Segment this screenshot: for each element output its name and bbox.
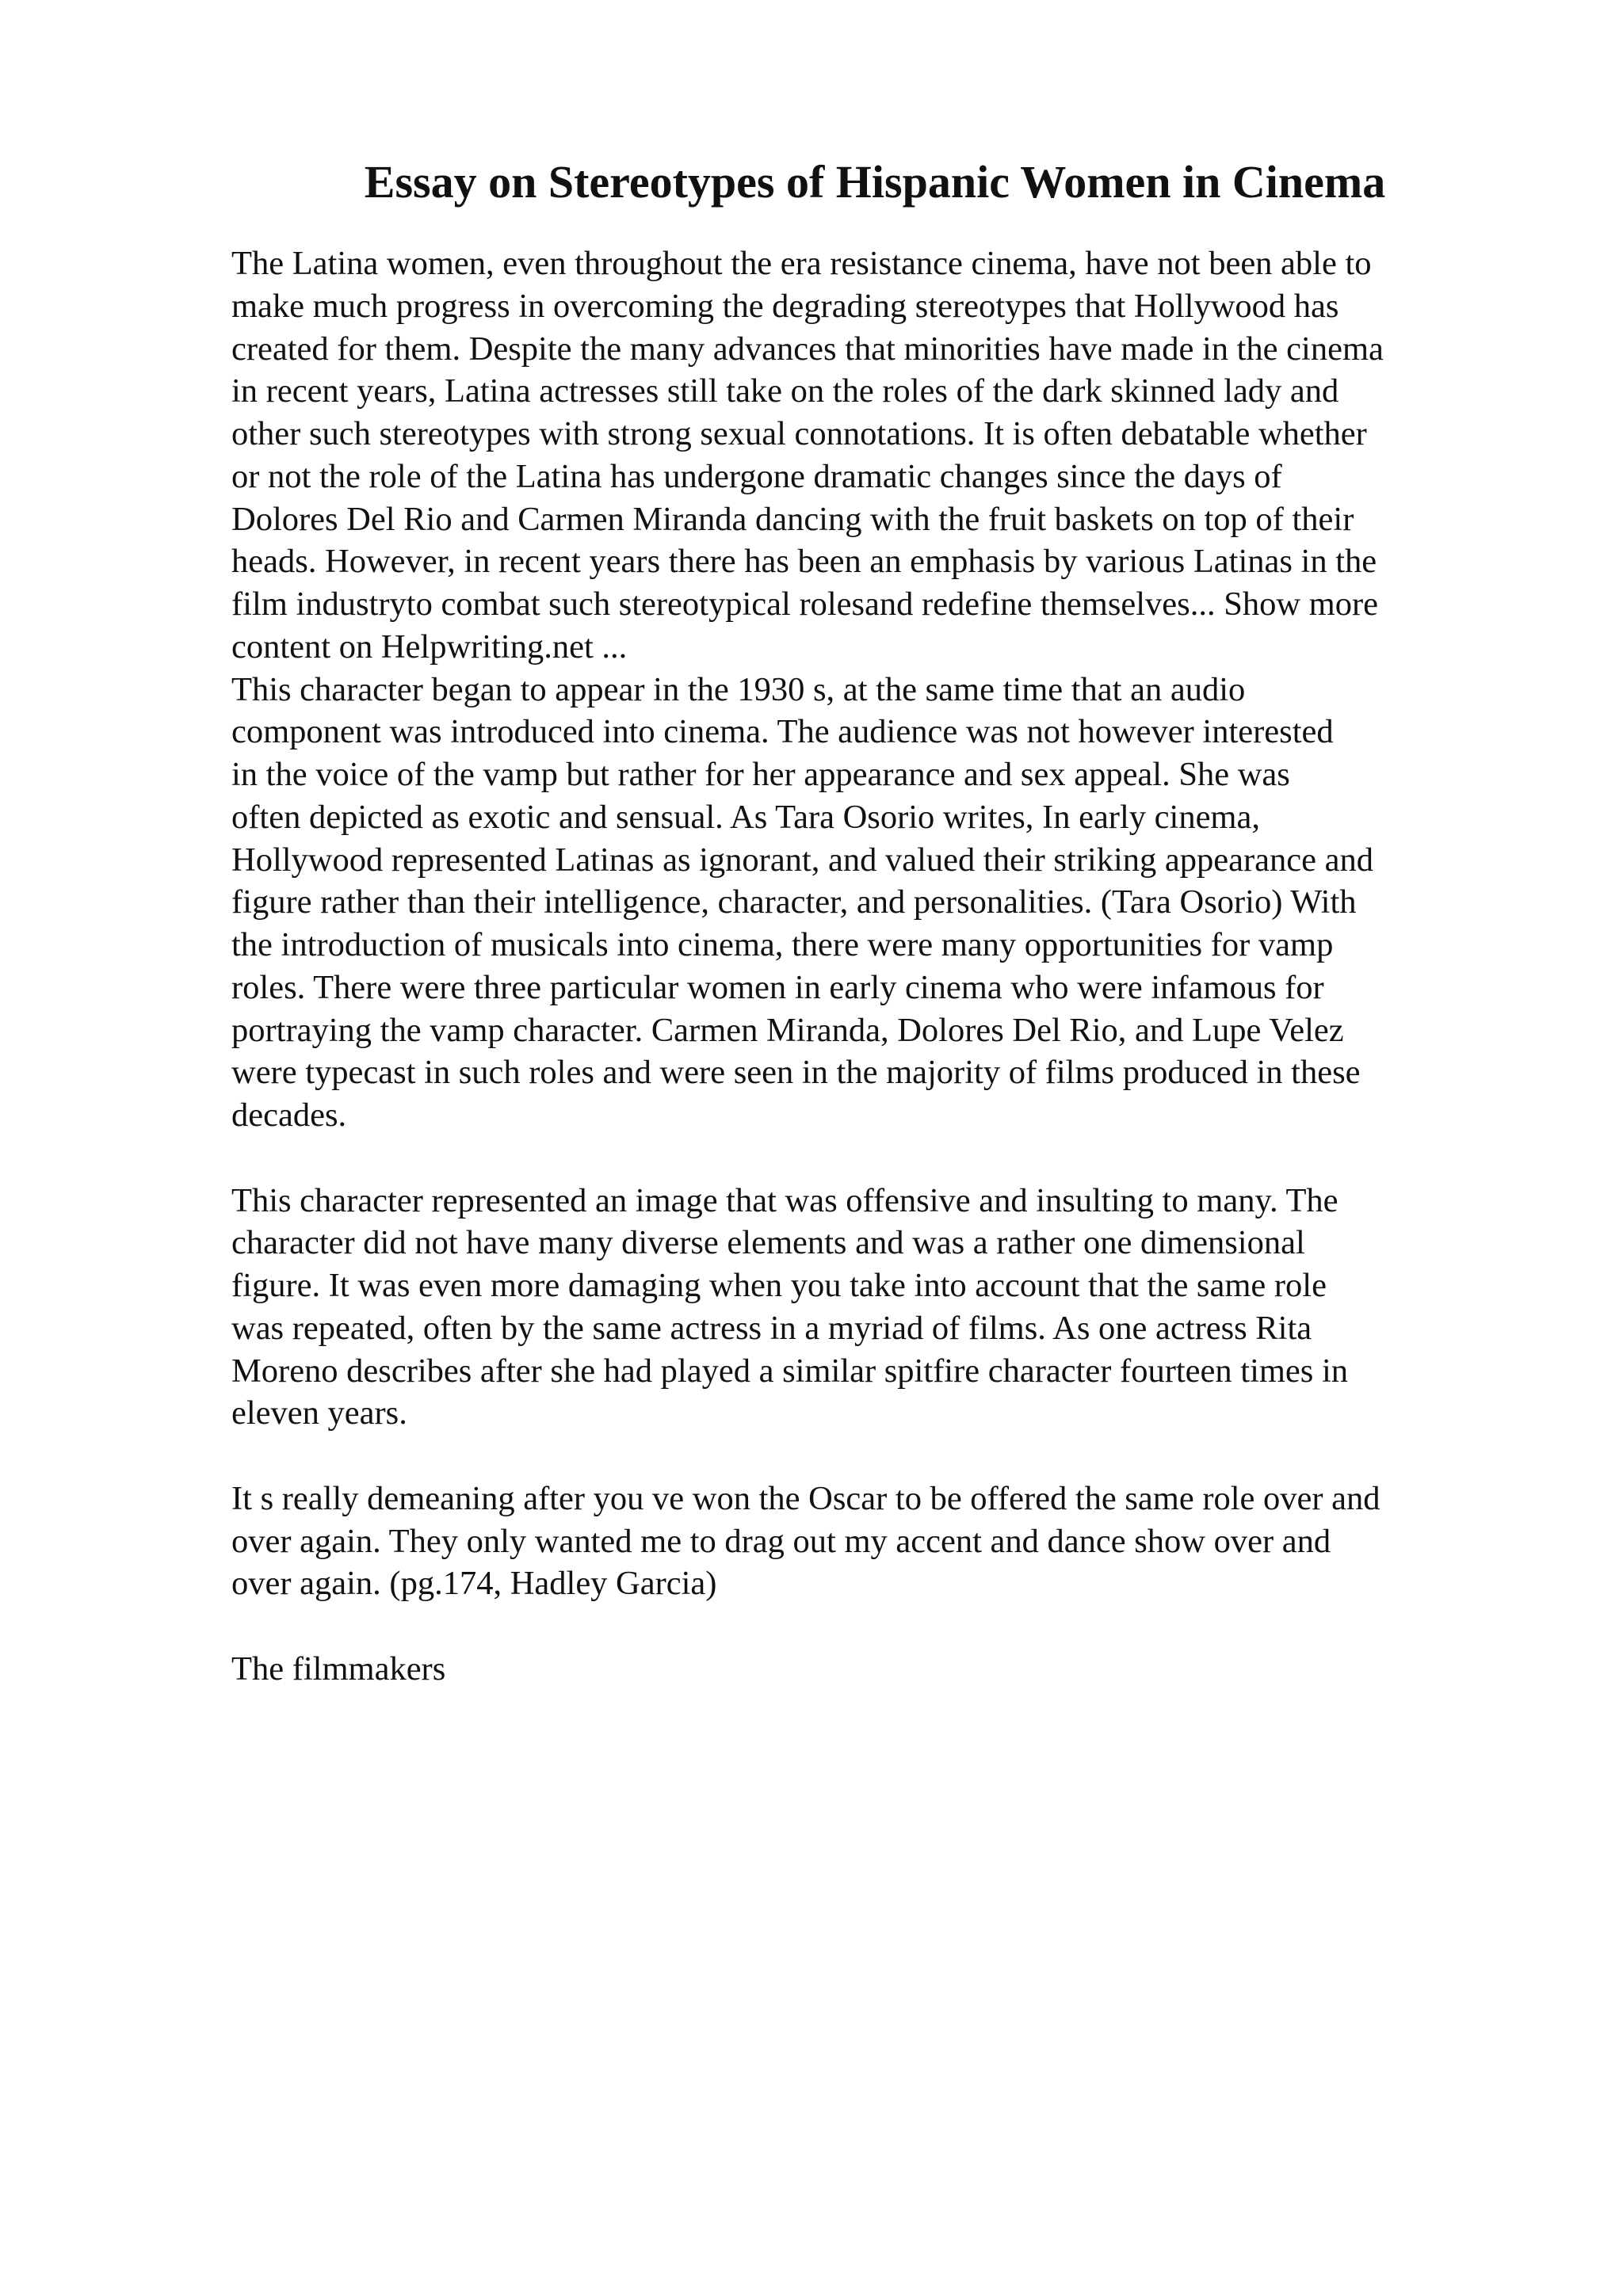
text-line: roles. There were three particular women in early cinema who were infamous for [231,968,1324,1006]
paragraph-3 [231,1180,1515,1436]
text-line: Hollywood represented Latinas as ignorant, and valued their striking appearance and [231,841,1373,879]
paragraph-spacer [231,1137,1515,1180]
text-line: often depicted as exotic and sensual. As Tara Osorio writes, In early cinema, [231,798,1260,836]
text-line: This character began to appear in the 1930 s, at the same time that an audio [231,670,1246,708]
paragraph-4 [231,1478,1515,1605]
page-title: Essay on Stereotypes of Hispanic Women in Cinema [364,156,1386,208]
text-line: character did not have many diverse elements and was a rather one dimensional [231,1224,1305,1262]
text-line: the introduction of musicals into cinema, there were many opportunities for vamp [231,926,1334,963]
text-line: eleven years. [231,1394,407,1432]
text-line: Moreno describes after she had played a similar spitfire character fourteen times in [231,1352,1349,1390]
text-line: other such stereotypes with strong sexual connotations. It is often debatable whether [231,415,1367,452]
text-line: component was introduced into cinema. The audience was not however interested [231,713,1334,751]
text-line: content on Helpwriting.net ... [231,627,628,666]
text-line: figure. It was even more damaging when you take into account that the same role [231,1267,1327,1304]
paragraph-5 [231,1648,1515,1691]
text-line: It s really demeaning after you ve won the Oscar to be offered the same role over and [231,1479,1381,1517]
text-line: in the voice of the vamp but rather for her appearance and sex appeal. She was [231,756,1290,793]
text-line: or not the role of the Latina has undergone dramatic changes since the days of [231,457,1282,495]
text-line: The Latina women, even throughout the era resistance cinema, have not been able to [231,245,1372,282]
text-line: was repeated, often by the same actress in a myriad of films. As one actress Rita [231,1309,1312,1347]
text-line: The filmmakers [231,1650,446,1688]
text-line: were typecast in such roles and were seen in the majority of films produced in these [231,1054,1361,1092]
text-line: decades. [231,1097,347,1134]
text-line: over again. (pg.174, Hadley Garcia) [231,1565,717,1603]
text-line: heads. However, in recent years there has been an emphasis by various Latinas in the [231,543,1377,581]
paragraph-spacer [231,1435,1515,1478]
essay-body [231,242,1515,1691]
paragraph-1 [231,242,1515,669]
text-line: over again. They only wanted me to drag out my accent and dance show over and [231,1522,1331,1560]
text-line: film industryto combat such stereotypical rolesand redefine themselves... Show more [231,585,1378,623]
text-line: Dolores Del Rio and Carmen Miranda dancing with the fruit baskets on top of their [231,500,1354,538]
text-line: make much progress in overcoming the degrading stereotypes that Hollywood has [231,287,1339,325]
paragraph-spacer [231,1605,1515,1648]
text-line: portraying the vamp character. Carmen Miranda, Dolores Del Rio, and Lupe Velez [231,1011,1344,1049]
text-line: created for them. Despite the many advances that minorities have made in the cinema [231,330,1384,368]
paragraph-2 [231,669,1515,1137]
text-line: figure rather than their intelligence, character, and personalities. (Tara Osorio) With [231,883,1357,921]
text-line: This character represented an image that was offensive and insulting to many. The [231,1181,1338,1219]
text-line: in recent years, Latina actresses still take on the roles of the dark skinned lady and [231,372,1339,410]
